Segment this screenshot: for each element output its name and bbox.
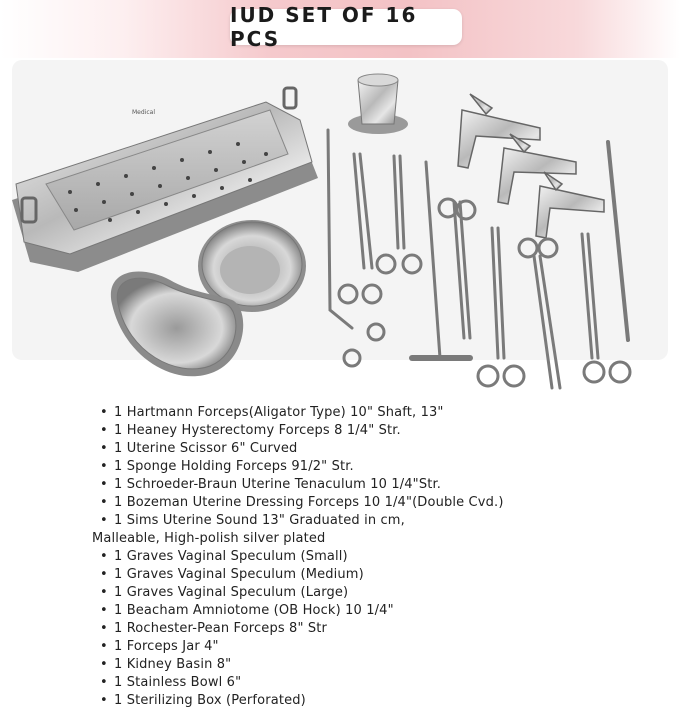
list-item: • 1 Forceps Jar 4" [100, 639, 219, 654]
list-item: • 1 Sims Uterine Sound 13" Graduated in cm, [100, 513, 405, 528]
list-item: • 1 Schroeder-Braun Uterine Tenaculum 10 1/4"Str. [100, 477, 442, 492]
list-item: • 1 Graves Vaginal Speculum (Small) [100, 549, 348, 564]
box-brand: Medical [132, 109, 155, 116]
list-item: • 1 Sponge Holding Forceps 91/2" Str. [100, 459, 354, 474]
list-item: • 1 Kidney Basin 8" [100, 657, 232, 672]
list-item: • 1 Uterine Scissor 6" Curved [100, 441, 298, 456]
list-item: • 1 Beacham Amniotome (OB Hock) 10 1/4" [100, 603, 394, 618]
list-item: • 1 Graves Vaginal Speculum (Medium) [100, 567, 364, 582]
list-item: • 1 Heaney Hysterectomy Forceps 8 1/4" Str. [100, 423, 401, 438]
list-item: • 1 Hartmann Forceps(Aligator Type) 10" Shaft, 13" [100, 405, 444, 420]
title-badge [230, 3, 462, 51]
list-item: • 1 Bozeman Uterine Dressing Forceps 10 1/4"(Double Cvd.) [100, 495, 504, 510]
list-item: • 1 Graves Vaginal Speculum (Large) [100, 585, 349, 600]
list-item: • 1 Stainless Bowl 6" [100, 675, 242, 690]
product-photo [0, 58, 680, 396]
list-item: • 1 Sterilizing Box (Perforated) [100, 693, 306, 708]
list-item: • 1 Rochester-Pean Forceps 8" Str [100, 621, 328, 636]
page-title: IUD SET OF 16 PCS [230, 3, 418, 51]
item-list [0, 404, 680, 710]
list-item-continuation: Malleable, High-polish silver plated [92, 531, 326, 546]
